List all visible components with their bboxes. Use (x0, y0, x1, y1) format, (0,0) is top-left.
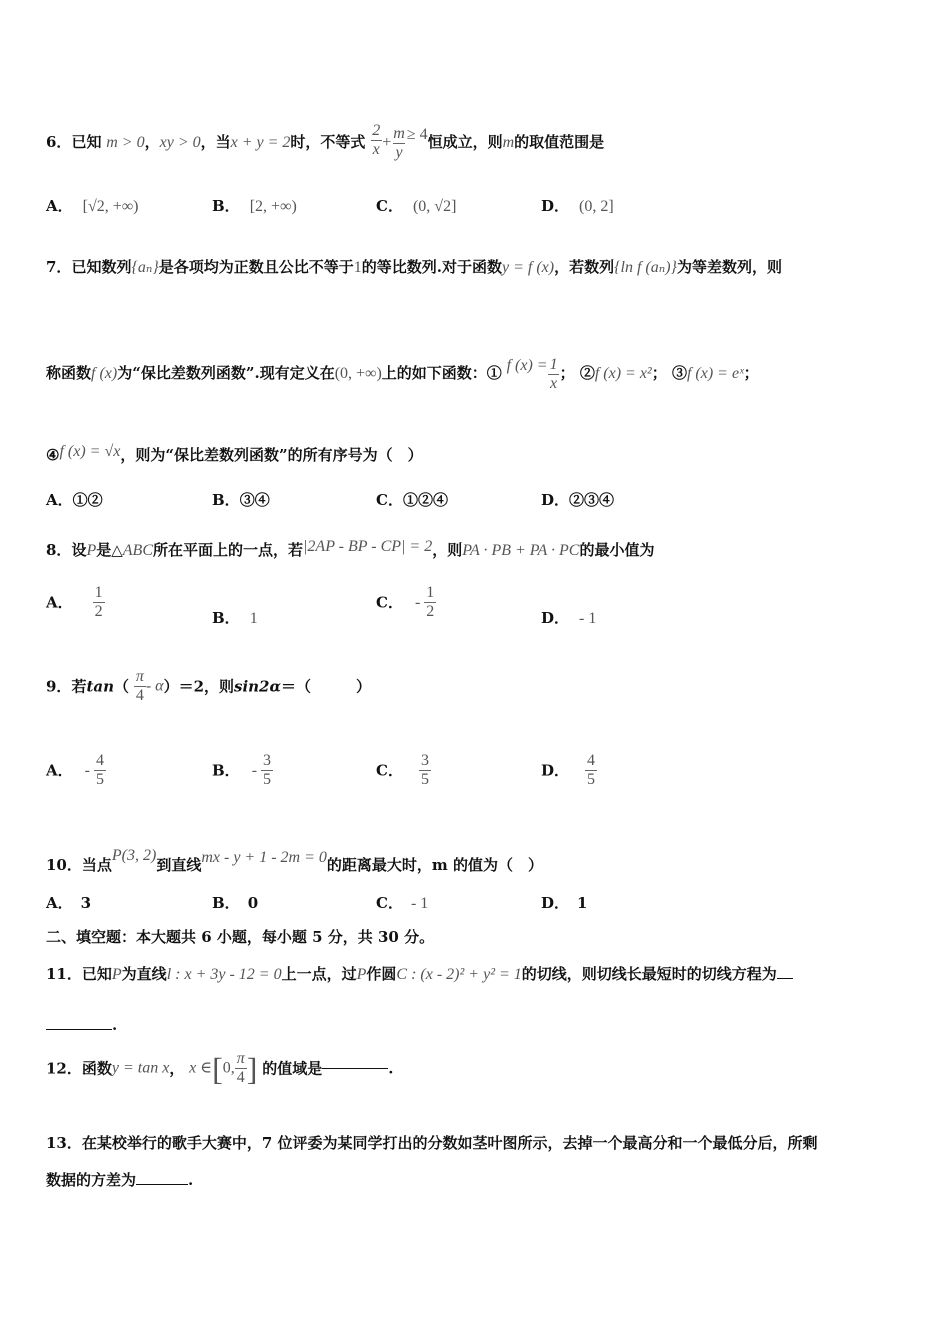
q7-func-1-frac: $\frac{1}{x}$ (549, 355, 558, 392)
q11-text-3: 上一点，过 (281, 965, 357, 983)
q6-math-sum: x + y = 2 (230, 134, 291, 151)
q9-stem (46, 668, 371, 705)
q13-text-1: 在某校举行的歌手大赛中，7 位评委为某同学打出的分数如茎叶图所示，去掉一个最高分和一个最低分后，所剩 (81, 1134, 818, 1152)
q6-text-3: 时，不等式 (290, 133, 366, 151)
q12-answer-blank[interactable] (322, 1068, 388, 1069)
q6-frac-my: $\frac{m}{y}$ (393, 124, 405, 161)
q7-math-lnfan: {ln f (aₙ)} (614, 259, 677, 276)
q9-pi-over-4: $\frac{\pi}{4}$ (135, 668, 144, 704)
q8-math-condition: |2AP - BP - CP| = 2 (303, 538, 433, 555)
q9-text-2: ）＝2，则 (163, 677, 234, 696)
q7-stem-line2 (46, 355, 759, 393)
q8-text-1: 设 (71, 541, 87, 559)
q7-text-11: ； (743, 364, 759, 382)
q11-answer-blank-2[interactable] (46, 1029, 112, 1030)
q12-pi-over-4: $\frac{\pi}{4}$ (236, 1050, 245, 1086)
q8-option-d[interactable]: D． - 1 (541, 609, 597, 627)
q6-math-m: m > 0 (106, 134, 145, 151)
q12-zero: 0, (222, 1059, 235, 1077)
q7-text-8: 上的如下函数：① (381, 364, 502, 382)
q12-bracket-open: [ (212, 1050, 223, 1087)
q7-math-yfx: y = f (x) (501, 259, 555, 276)
q12-number: 12． (46, 1059, 82, 1078)
q9-minus-alpha: - α (145, 677, 164, 695)
q8-option-b[interactable]: B． 1 (212, 609, 258, 627)
q7-text-1: 已知数列 (71, 258, 132, 276)
q12-math-func: y = tan x (111, 1059, 170, 1077)
q6-option-c[interactable]: C． (0, √2] (376, 197, 457, 215)
q7-text-10: ； ③ (651, 364, 687, 382)
q7-func-2: f (x) = x² (594, 365, 652, 382)
q7-option-b[interactable]: B．③④ (212, 491, 270, 509)
q7-option-c[interactable]: C．①②④ (376, 491, 448, 509)
q13-stem-line2 (46, 1169, 193, 1191)
q9-tan: tan (86, 677, 115, 696)
q13-text-2: 数据的方差为 (46, 1171, 137, 1189)
q7-math-domain: (0, +∞) (334, 365, 382, 382)
q8-math-abc: ABC (122, 542, 153, 559)
q9-text-3: ＝（ ） (281, 677, 372, 696)
q10-text-1: 当点 (81, 856, 112, 874)
q8-number: 8． (46, 541, 72, 559)
q8-text-5: 的最小值为 (579, 541, 655, 559)
q7-func-1-lhs: f (x) = (506, 357, 548, 374)
section-2-heading: 二、填空题：本大题共 6 小题，每小题 5 分，共 30 分。 (46, 928, 435, 946)
q8-math-p: P (86, 542, 97, 559)
q10-text-3: 的距离最大时，m 的值为（ ） (326, 856, 544, 874)
q8-text-4: ，则 (432, 541, 463, 559)
q8-math-expr: PA · PB + PA · PC (462, 542, 580, 559)
q7-text-13: ，则为“保比差数列函数”的所有序号为（ ） (120, 446, 423, 464)
q12-sep: ， (169, 1059, 185, 1078)
q6-option-b[interactable]: B． [2, +∞) (212, 197, 297, 215)
q7-number: 7． (46, 258, 72, 276)
q6-math-m2: m (502, 134, 515, 151)
q7-stem-line3 (46, 441, 423, 466)
q12-text-1: 函数 (81, 1059, 112, 1078)
q11-math-p: P (111, 966, 122, 983)
q6-text-4: 恒成立，则 (427, 133, 503, 151)
q10-math-point: P(3, 2) (111, 847, 157, 864)
q6-frac-2x: $\frac{2}{x}$ (372, 121, 381, 158)
q9-number: 9． (46, 677, 72, 696)
q11-text-4: 作圆 (366, 965, 397, 983)
q13-number: 13． (46, 1134, 82, 1152)
q9-paren: （ (114, 677, 130, 696)
q6-option-a[interactable]: A． [√2, +∞) (46, 197, 139, 215)
q7-math-an: {aₙ} (131, 259, 159, 276)
q6-sep: ， (144, 133, 160, 151)
q10-option-b[interactable]: B． 0 (212, 894, 259, 912)
q11-answer-blank-1[interactable] (777, 978, 793, 979)
q11-text-2: 为直线 (121, 965, 167, 983)
q7-math-fx: f (x) (91, 365, 118, 382)
q10-option-d[interactable]: D． 1 (541, 894, 588, 912)
q7-text-9: ； ② (559, 364, 595, 382)
q9-option-b[interactable]: B． - $\frac{3}{5}$ (212, 752, 272, 788)
q7-math-1: 1 (353, 259, 362, 276)
q6-geq-4: ≥ 4 (406, 126, 428, 143)
q9-option-a[interactable]: A． - $\frac{4}{5}$ (46, 752, 104, 788)
q9-option-d[interactable]: D． $\frac{4}{5}$ (541, 752, 596, 788)
q6-stem (46, 121, 605, 162)
q7-text-3: 的等比数列.对于函数 (361, 258, 502, 276)
q7-text-5: 为等差数列，则 (676, 258, 782, 276)
q8-option-a[interactable]: A． $\frac{1}{2}$ (46, 584, 103, 620)
q8-option-c[interactable]: C． - $\frac{1}{2}$ (376, 584, 435, 620)
q10-math-line: mx - y + 1 - 2m = 0 (201, 849, 327, 866)
q7-text-2: 是各项均为正数且公比不等于 (158, 258, 354, 276)
q6-number: 6． (46, 133, 72, 151)
q7-text-4: ，若数列 (554, 258, 615, 276)
q10-option-c[interactable]: C． - 1 (376, 894, 429, 912)
q7-func-3: f (x) = eˣ (686, 365, 744, 382)
q6-option-d[interactable]: D． (0, 2] (541, 197, 614, 215)
q11-math-line: l : x + 3y - 12 = 0 (166, 966, 282, 983)
q7-text-12: ④ (46, 446, 60, 464)
q6-math-xy: xy > 0 (159, 134, 201, 151)
q11-math-p2: P (356, 966, 367, 983)
q13-stem-line1 (46, 1132, 818, 1154)
q7-option-a[interactable]: A．①② (46, 491, 103, 509)
q7-option-d[interactable]: D．②③④ (541, 491, 615, 509)
q9-sin2a: sin2α (234, 677, 282, 696)
q12-stem (46, 1050, 393, 1087)
q10-option-a[interactable]: A． 3 (46, 894, 92, 912)
q8-text-3: 所在平面上的一点，若 (153, 541, 304, 559)
q12-math-x-in: x ∈ (189, 1059, 213, 1077)
q7-stem-line1 (46, 256, 782, 279)
q11-text-1: 已知 (81, 965, 112, 983)
q8-text-2: 是△ (96, 541, 123, 559)
q6-text-1: 已知 (71, 133, 102, 151)
q12-bracket-close: ] (246, 1050, 258, 1087)
q12-text-2: 的值域是 (262, 1059, 323, 1078)
q11-end: . (112, 1016, 118, 1034)
q7-text-6: 称函数 (46, 364, 92, 382)
q6-text-5: 的取值范围是 (514, 133, 605, 151)
q10-number: 10． (46, 856, 82, 874)
q11-number: 11． (46, 965, 82, 983)
q6-text-2: ，当 (200, 133, 231, 151)
q13-end: . (188, 1171, 194, 1189)
q11-text-5: 的切线，则切线长最短时的切线方程为 (521, 965, 777, 983)
q11-answer-line (46, 1014, 117, 1036)
q13-answer-blank[interactable] (136, 1184, 188, 1185)
q6-plus: + (382, 134, 392, 151)
q7-func-4: f (x) = √x (59, 443, 121, 460)
q7-text-7: 为“保比差数列函数”.现有定义在 (117, 364, 335, 382)
q11-stem (46, 963, 793, 986)
q10-stem (46, 845, 543, 876)
q9-option-c[interactable]: C． $\frac{3}{5}$ (376, 752, 429, 788)
q8-stem (46, 536, 654, 562)
q10-text-2: 到直线 (156, 856, 202, 874)
q12-end: . (388, 1059, 394, 1078)
q9-text-1: 若 (71, 677, 87, 696)
q11-math-circle: C : (x - 2)² + y² = 1 (396, 966, 522, 983)
